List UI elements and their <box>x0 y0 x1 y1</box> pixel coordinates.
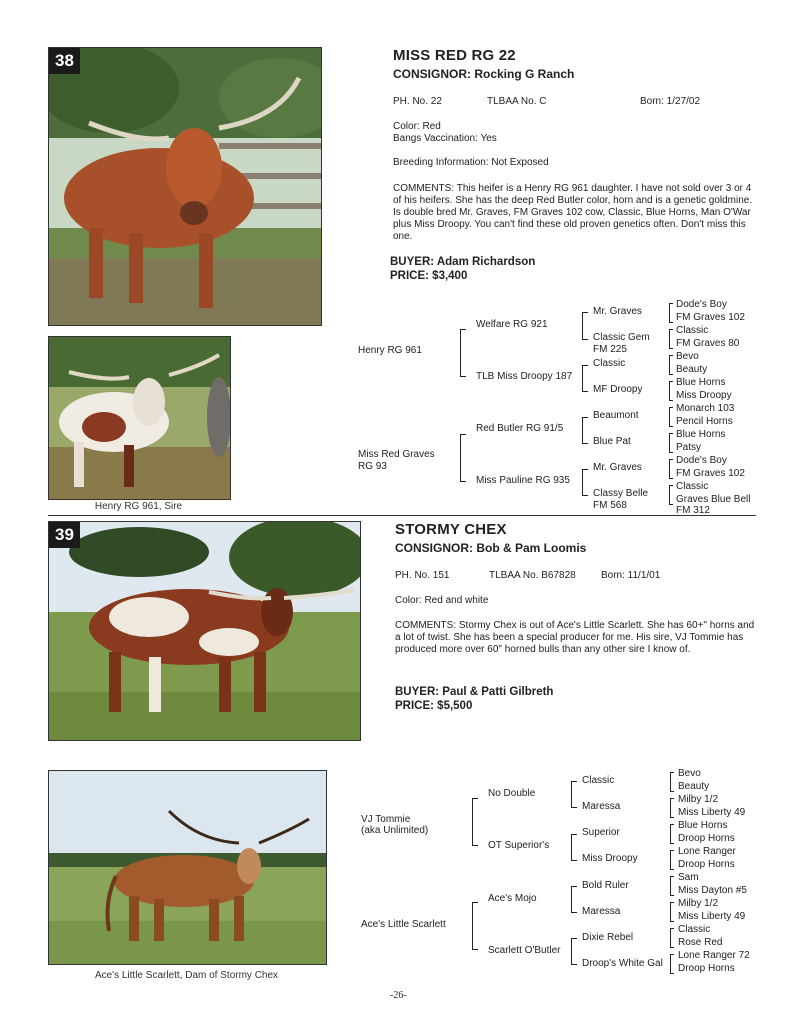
ped38-g4-1: FM Graves 102 <box>676 312 745 323</box>
ped39-g2-2: Ace's Mojo <box>488 893 537 904</box>
lot-39-buyer: BUYER: Paul & Patti Gilbreth <box>395 686 554 698</box>
ped39-g3-4: Bold Ruler <box>582 880 629 891</box>
lot-39-born: Born: 11/1/01 <box>601 570 661 581</box>
ped39-g4-5: Droop Horns <box>678 833 735 844</box>
ped39-g4-6: Lone Ranger <box>678 846 736 857</box>
ped39-g4-4: Blue Horns <box>678 820 728 831</box>
ped38-g2-1: TLB Miss Droopy 187 <box>476 371 573 382</box>
ped39-g4-10: Milby 1/2 <box>678 898 719 909</box>
ped39-bracket-g3-3 <box>670 850 674 870</box>
lot-39-comments: COMMENTS: Stormy Chex is out of Ace's Little Scarlett. She has 60+" horns and a lot of twist. She has been a special producer for me. His sire, VJ Tommie has produced more over 60" horned bulls than any other sire I know of. <box>395 620 755 655</box>
ped39-sire-aka: (aka Unlimited) <box>361 825 429 836</box>
ped39-bracket-g3-5 <box>670 902 674 922</box>
ped38-g4-15-label: Graves Blue Bell FM 312 <box>676 494 751 516</box>
ped39-bracket-g2-2 <box>571 886 577 913</box>
lot-number-badge: 39 <box>49 522 80 548</box>
ped39-g4-11: Miss Liberty 49 <box>678 911 746 922</box>
ped38-g4-0: Dode's Boy <box>676 299 727 310</box>
ped38-bracket-g3-2 <box>669 355 673 375</box>
dam-photo-caption: Ace's Little Scarlett, Dam of Stormy Chex <box>94 970 279 981</box>
ped38-bracket-g3-7 <box>669 485 673 505</box>
ped38-g3-2: Classic <box>593 358 626 369</box>
ped39-g3-2: Superior <box>582 827 620 838</box>
lot-39-color: Color: Red and white <box>395 595 489 606</box>
ped38-bracket-g3-4 <box>669 407 673 427</box>
ped39-bracket-g3-0 <box>670 772 674 792</box>
ped39-bracket-g3-7 <box>670 954 674 974</box>
ped38-g4-7: Miss Droopy <box>676 390 732 401</box>
ped39-bracket-g3-6 <box>670 928 674 948</box>
lot-39-consignor: CONSIGNOR: Bob & Pam Loomis <box>395 541 587 555</box>
section-divider <box>48 515 756 516</box>
ped39-g4-12: Classic <box>678 924 711 935</box>
ped39-g4-15: Droop Horns <box>678 963 735 974</box>
ped38-bracket-g2-2 <box>582 417 588 444</box>
ped38-g4-8: Monarch 103 <box>676 403 735 414</box>
lot-38-comments: COMMENTS: This heifer is a Henry RG 961 daughter. I have not sold over 3 or 4 of his heifers. She has the deep Red Butler color, horn and is a genetic goldmine. Is double bred Mr. Graves, FM Graves 102 cow, Classic, Blue Horns, Man O'War plus Miss Droopy. You can't find these old proven genetics often. Don't miss this one. <box>393 183 753 242</box>
ped38-dam-label: Miss Red Graves RG 93 <box>358 449 435 472</box>
ped38-bracket-g2-1 <box>582 365 588 392</box>
ped39-bracket-g3-4 <box>670 876 674 896</box>
ped39-bracket-sire <box>472 798 478 846</box>
ped38-g3-1 <box>593 332 663 356</box>
lot-38-title: MISS RED RG 22 <box>393 47 516 64</box>
ped39-bracket-g2-3 <box>571 938 577 965</box>
ped39-g4-8: Sam <box>678 872 699 883</box>
ped38-g4-2: Classic <box>676 325 709 336</box>
ped38-g2-0: Welfare RG 921 <box>476 319 548 330</box>
ped38-g3-6: Mr. Graves <box>593 462 642 473</box>
lot-38-price: PRICE: $3,400 <box>390 270 468 282</box>
ped39-g4-2: Milby 1/2 <box>678 794 719 805</box>
ped39-g4-9: Miss Dayton #5 <box>678 885 747 896</box>
ped39-g2-0: No Double <box>488 788 536 799</box>
ped39-g3-5: Maressa <box>582 906 621 917</box>
sire-photo-caption: Henry RG 961, Sire <box>94 501 183 512</box>
ped39-bracket-g3-1 <box>670 798 674 818</box>
ped38-bracket-dam <box>460 434 466 482</box>
ped38-g4-10: Blue Horns <box>676 429 726 440</box>
lot-39-tlbaa-number: TLBAA No. B67828 <box>489 570 576 581</box>
ped38-g4-5: Beauty <box>676 364 708 375</box>
ped38-g3-4: Beaumont <box>593 410 639 421</box>
ped38-g4-15 <box>676 494 766 516</box>
ped39-g4-3: Miss Liberty 49 <box>678 807 746 818</box>
lot-38-ph-number: PH. No. 22 <box>393 96 442 107</box>
ped38-g4-14: Classic <box>676 481 709 492</box>
ped39-bracket-g2-0 <box>571 781 577 808</box>
ped38-g3-0: Mr. Graves <box>593 306 642 317</box>
ped38-g4-9: Pencil Horns <box>676 416 733 427</box>
ped39-bracket-g3-2 <box>670 824 674 844</box>
ped38-sire: Henry RG 961 <box>358 345 422 356</box>
ped38-bracket-g3-1 <box>669 329 673 349</box>
lot-number-badge: 38 <box>49 48 80 74</box>
ped38-g2-2: Red Butler RG 91/5 <box>476 423 564 434</box>
ped38-bracket-g3-6 <box>669 459 673 479</box>
lot-39-title: STORMY CHEX <box>395 521 507 538</box>
ped38-bracket-g2-0 <box>582 312 588 340</box>
ped39-g3-7: Droop's White Gal <box>582 958 663 969</box>
ped38-g4-12: Dode's Boy <box>676 455 727 466</box>
ped38-bracket-g3-0 <box>669 303 673 323</box>
ped39-g4-0: Bevo <box>678 768 701 779</box>
ped38-g2-3: Miss Pauline RG 935 <box>476 475 570 486</box>
ped38-g4-13: FM Graves 102 <box>676 468 745 479</box>
lot-38-born: Born: 1/27/02 <box>640 96 701 107</box>
ped39-g4-1: Beauty <box>678 781 710 792</box>
ped39-g2-3: Scarlett O'Butler <box>488 945 561 956</box>
ped38-g3-3: MF Droopy <box>593 384 643 395</box>
ped38-g3-7 <box>593 488 663 512</box>
ped39-g3-1: Maressa <box>582 801 621 812</box>
ped38-bracket-sire <box>460 329 466 377</box>
ped39-g3-6: Dixie Rebel <box>582 932 634 943</box>
lot-39-price: PRICE: $5,500 <box>395 700 473 712</box>
lot-39-main-photo <box>48 521 361 741</box>
ped39-bracket-g2-1 <box>571 834 577 861</box>
page-number: -26- <box>390 990 407 1001</box>
ped38-dam <box>358 449 448 473</box>
ped39-g4-13: Rose Red <box>678 937 723 948</box>
lot-38-sire-photo <box>48 336 231 500</box>
ped38-g4-4: Bevo <box>676 351 699 362</box>
ped38-bracket-g2-3 <box>582 469 588 496</box>
ped39-g4-7: Droop Horns <box>678 859 735 870</box>
ped38-bracket-g3-3 <box>669 381 673 401</box>
ped38-g3-7-label: Classy Belle FM 568 <box>593 488 649 511</box>
ped38-bracket-g3-5 <box>669 433 673 453</box>
ped39-g3-0: Classic <box>582 775 615 786</box>
lot-39-dam-photo <box>48 770 327 965</box>
ped39-g3-3: Miss Droopy <box>582 853 638 864</box>
lot-38-buyer: BUYER: Adam Richardson <box>390 256 536 268</box>
lot-38-breeding: Breeding Information: Not Exposed <box>393 157 549 168</box>
ped38-g3-5: Blue Pat <box>593 436 631 447</box>
lot-39-ph-number: PH. No. 151 <box>395 570 450 581</box>
ped39-dam: Ace's Little Scarlett <box>361 919 446 930</box>
ped39-bracket-dam <box>472 902 478 950</box>
lot-38-color: Color: Red <box>393 121 441 132</box>
ped39-g4-14: Lone Ranger 72 <box>678 950 750 961</box>
ped38-g3-1-label: Classic Gem FM 225 <box>593 332 650 355</box>
lot-38-consignor: CONSIGNOR: Rocking G Ranch <box>393 67 575 81</box>
ped39-g2-1: OT Superior's <box>488 840 550 851</box>
ped38-g4-11: Patsy <box>676 442 702 453</box>
ped38-g4-6: Blue Horns <box>676 377 726 388</box>
lot-38-bangs: Bangs Vaccination: Yes <box>393 133 497 144</box>
ped38-g4-3: FM Graves 80 <box>676 338 740 349</box>
lot-38-main-photo <box>48 47 322 326</box>
lot-38-tlbaa-number: TLBAA No. C <box>487 96 547 107</box>
ped39-sire: VJ Tommie <box>361 814 411 825</box>
